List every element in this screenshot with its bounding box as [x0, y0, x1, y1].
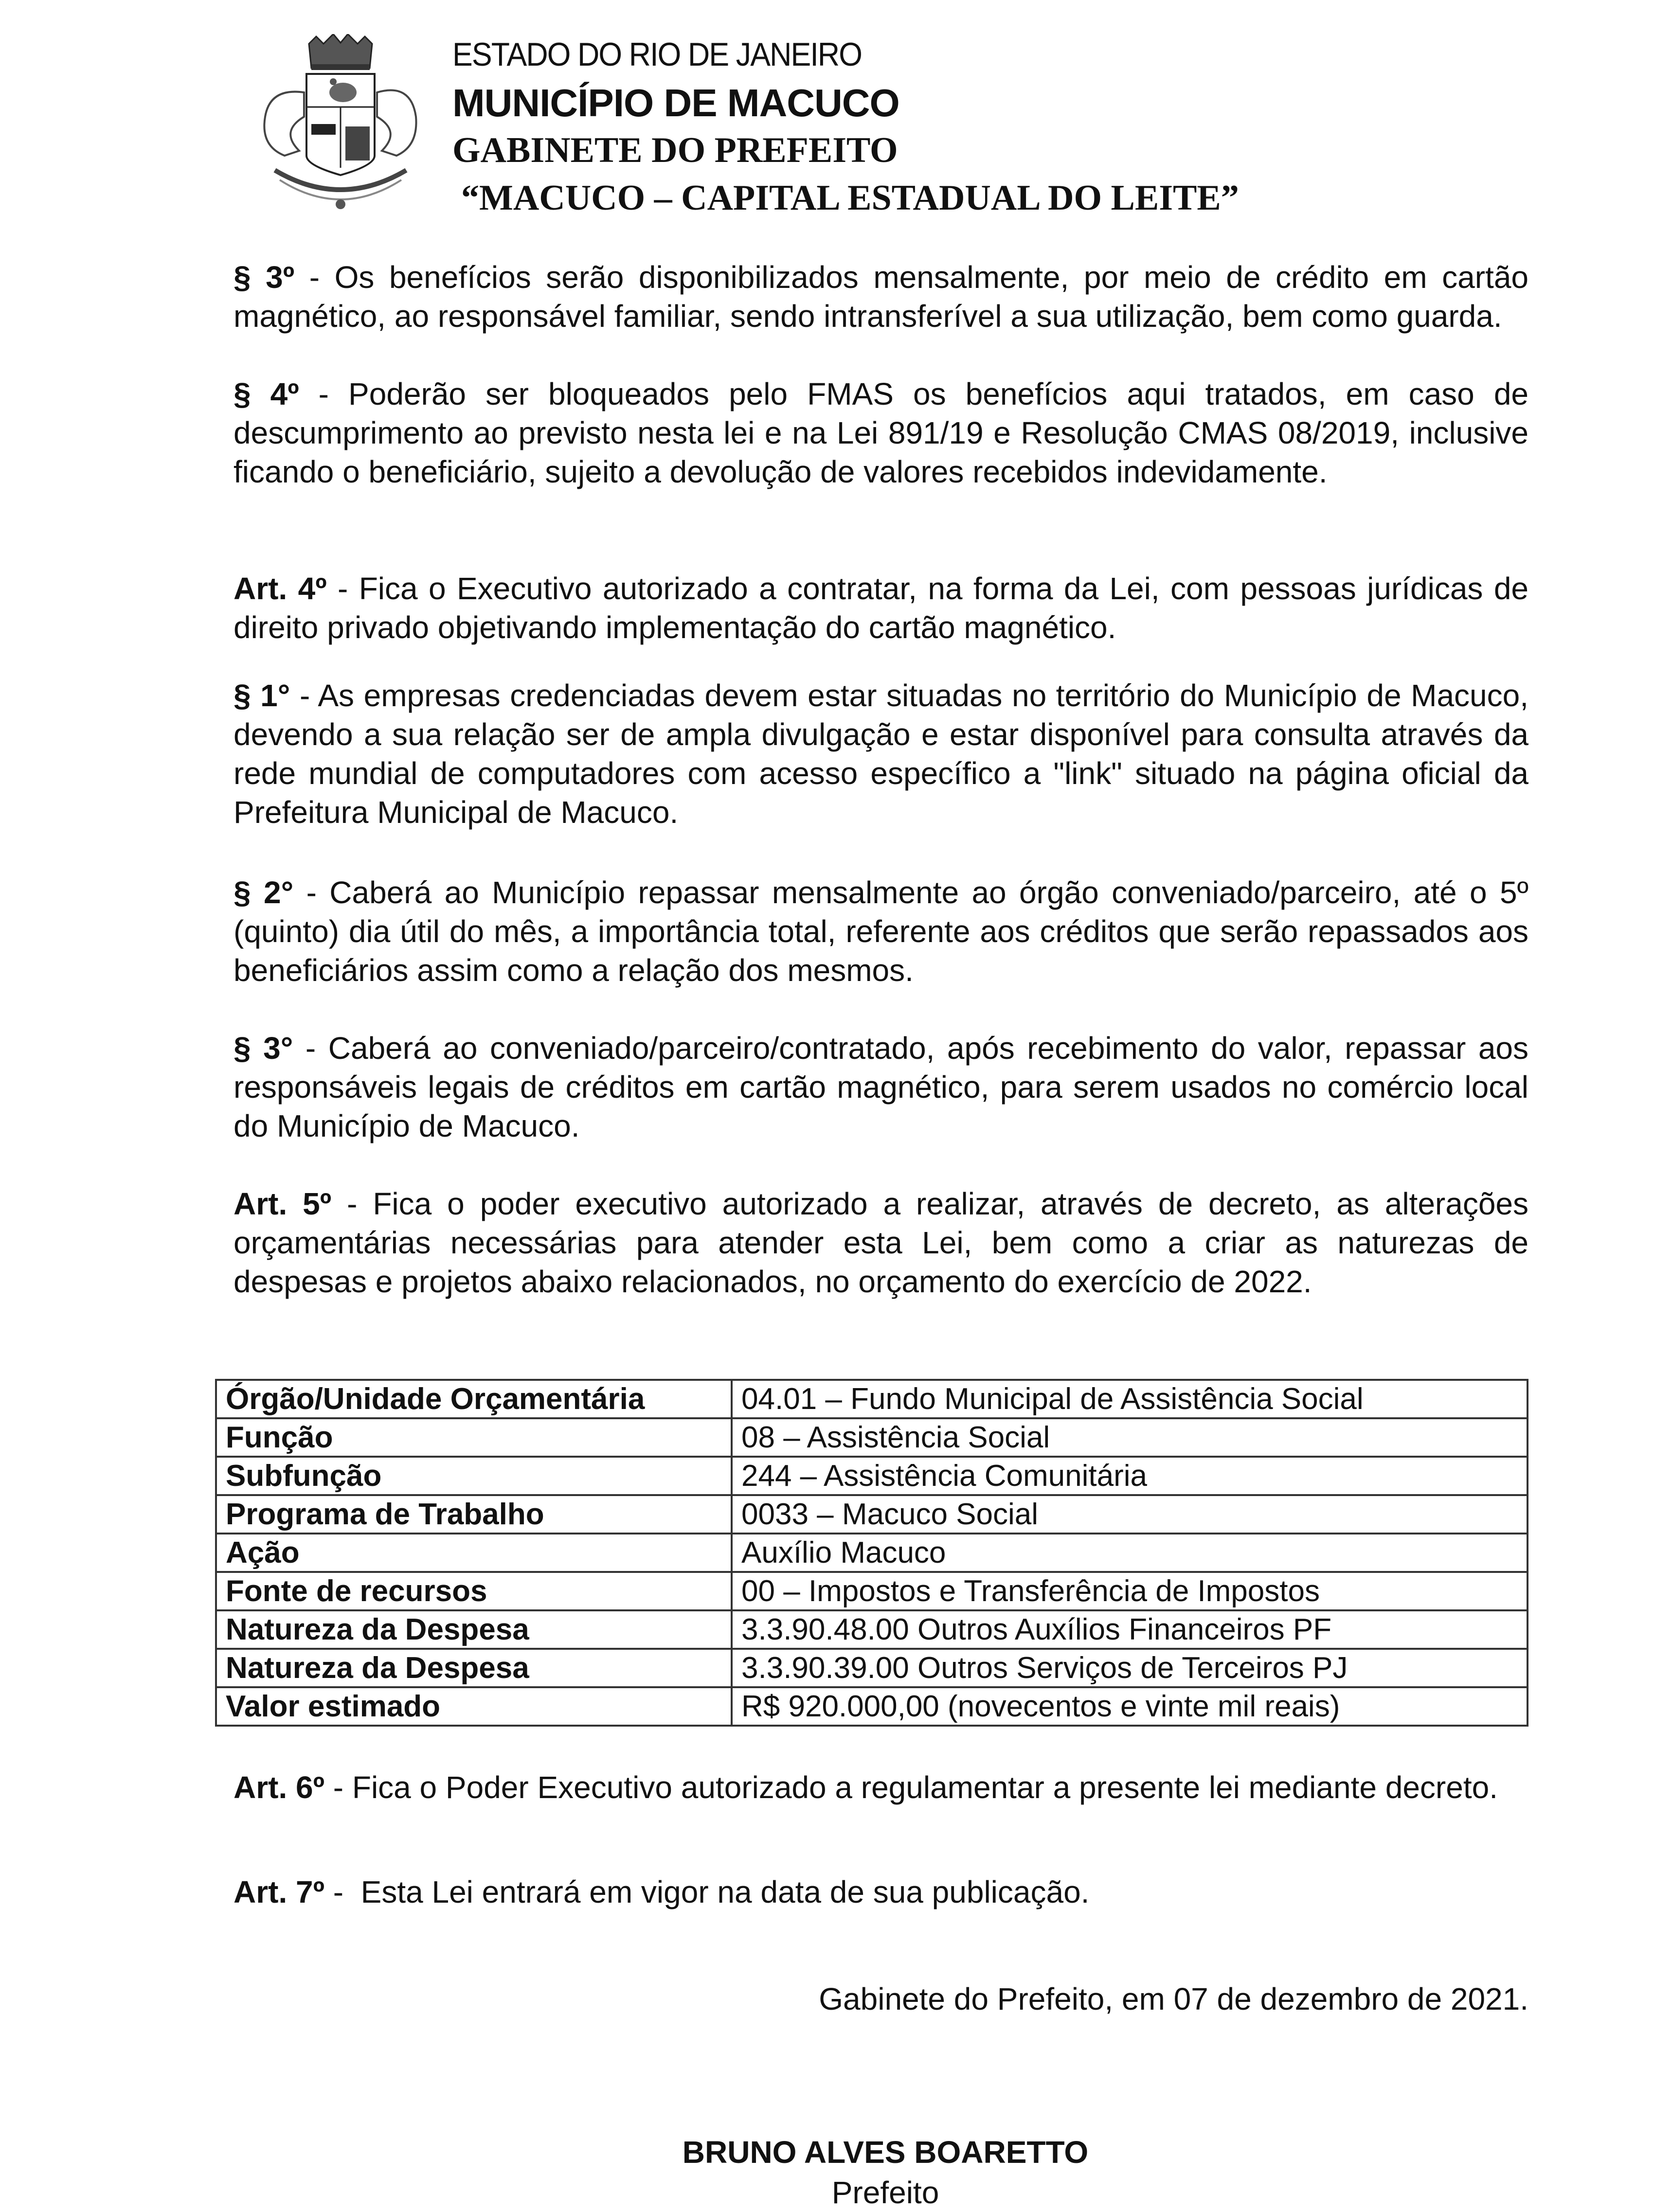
- article-text: - Fica o Poder Executivo autorizado a regulamentar a presente lei mediante decreto.: [324, 1770, 1498, 1805]
- article-6: [234, 1768, 1528, 1807]
- table-value: 04.01 – Fundo Municipal de Assistência Social: [732, 1380, 1528, 1418]
- table-key: Subfunção: [216, 1457, 732, 1495]
- article-4-paragraph-2: [234, 873, 1528, 990]
- table-value: 3.3.90.39.00 Outros Serviços de Terceiros PJ: [732, 1649, 1528, 1687]
- paragraph-label: § 1°: [234, 678, 290, 713]
- article-label: Art. 7º: [234, 1874, 324, 1909]
- article-text: - Fica o poder executivo autorizado a realizar, através de decreto, as alterações orçamentárias necessárias para atender esta Lei, bem como a criar as naturezas de despesas e projetos abaixo relacionados, no orçamento do exercício de 2022.: [234, 1186, 1529, 1299]
- date-line: Gabinete do Prefeito, em 07 de dezembro de 2021.: [819, 1981, 1528, 2016]
- paragraph-text: - As empresas credenciadas devem estar situadas no território do Município de Macuco, devendo a sua relação ser de ampla divulgação e estar disponível para consulta através da rede mundial de computadores com acesso específico a "link" situado na página oficial da Prefeitura Municipal de Macuco.: [234, 678, 1529, 830]
- header-municipality: MUNICÍPIO DE MACUCO: [452, 81, 899, 125]
- article-label: Art. 4º: [234, 571, 327, 606]
- signatory-name: BRUNO ALVES BOARETTO: [682, 2135, 1089, 2170]
- table-row: [216, 1418, 1528, 1457]
- article-label: Art. 6º: [234, 1770, 324, 1805]
- article-4-paragraph-3: [234, 1029, 1528, 1145]
- table-value: 3.3.90.48.00 Outros Auxílios Financeiros PF: [732, 1610, 1528, 1649]
- table-row: [216, 1534, 1528, 1572]
- article-text: - Fica o Executivo autorizado a contratar, na forma da Lei, com pessoas jurídicas de direito privado objetivando implementação do cartão magnético.: [234, 571, 1529, 645]
- table-row: [216, 1610, 1528, 1649]
- header-state: ESTADO DO RIO DE JANEIRO: [452, 36, 862, 73]
- paragraph-label: § 3°: [234, 1031, 293, 1066]
- paragraph-label: § 3º: [234, 260, 295, 295]
- table-row: [216, 1495, 1528, 1534]
- article-7: [234, 1873, 1528, 1911]
- budget-table: [215, 1379, 1528, 1727]
- table-value: 244 – Assistência Comunitária: [732, 1457, 1528, 1495]
- table-key: Função: [216, 1418, 732, 1457]
- table-key: Natureza da Despesa: [216, 1610, 732, 1649]
- table-value: Auxílio Macuco: [732, 1534, 1528, 1572]
- table-key: Programa de Trabalho: [216, 1495, 732, 1534]
- paragraph-4-blocking: [234, 375, 1528, 491]
- article-text: - Esta Lei entrará em vigor na data de sua publicação.: [324, 1874, 1090, 1909]
- paragraph-text: - Caberá ao Município repassar mensalmente ao órgão conveniado/parceiro, até o 5º (quinto) dia útil do mês, a importância total, referente aos créditos que serão repassados aos beneficiários assim como a relação dos mesmos.: [234, 875, 1529, 988]
- paragraph-label: § 4º: [234, 376, 299, 411]
- signatory-role: Prefeito: [831, 2175, 939, 2210]
- table-key: Fonte de recursos: [216, 1572, 732, 1610]
- table-key: Valor estimado: [216, 1687, 732, 1726]
- article-4: [234, 569, 1528, 647]
- paragraph-3-benefits: [234, 258, 1528, 336]
- article-5: [234, 1184, 1528, 1301]
- table-row: [216, 1572, 1528, 1610]
- table-value: 00 – Impostos e Transferência de Impostos: [732, 1572, 1528, 1610]
- table-key: Natureza da Despesa: [216, 1649, 732, 1687]
- paragraph-text: - Os benefícios serão disponibilizados mensalmente, por meio de crédito em cartão magnético, ao responsável familiar, sendo intransferível a sua utilização, bem como guarda.: [234, 260, 1529, 334]
- table-row: [216, 1687, 1528, 1726]
- article-4-paragraph-1: [234, 676, 1528, 832]
- table-key: Ação: [216, 1534, 732, 1572]
- paragraph-label: § 2°: [234, 875, 294, 910]
- coat-of-arms-icon: [251, 34, 431, 219]
- paragraph-text: - Poderão ser bloqueados pelo FMAS os benefícios aqui tratados, em caso de descumprimento ao previsto nesta lei e na Lei 891/19 e Resolução CMAS 08/2019, inclusive ficando o beneficiário, sujeito a devolução de valores recebidos indevidamente.: [234, 376, 1529, 489]
- table-row: [216, 1457, 1528, 1495]
- article-label: Art. 5º: [234, 1186, 332, 1221]
- header-motto: “MACUCO – CAPITAL ESTADUAL DO LEITE”: [461, 178, 1239, 218]
- paragraph-text: - Caberá ao conveniado/parceiro/contratado, após recebimento do valor, repassar aos responsáveis legais de créditos em cartão magnético, para serem usados no comércio local do Município de Macuco.: [234, 1031, 1529, 1143]
- table-row: [216, 1380, 1528, 1418]
- table-key: Órgão/Unidade Orçamentária: [216, 1380, 732, 1418]
- table-value: R$ 920.000,00 (novecentos e vinte mil reais): [732, 1687, 1528, 1726]
- table-row: [216, 1649, 1528, 1687]
- table-value: 0033 – Macuco Social: [732, 1495, 1528, 1534]
- header-office: GABINETE DO PREFEITO: [452, 130, 898, 170]
- table-value: 08 – Assistência Social: [732, 1418, 1528, 1457]
